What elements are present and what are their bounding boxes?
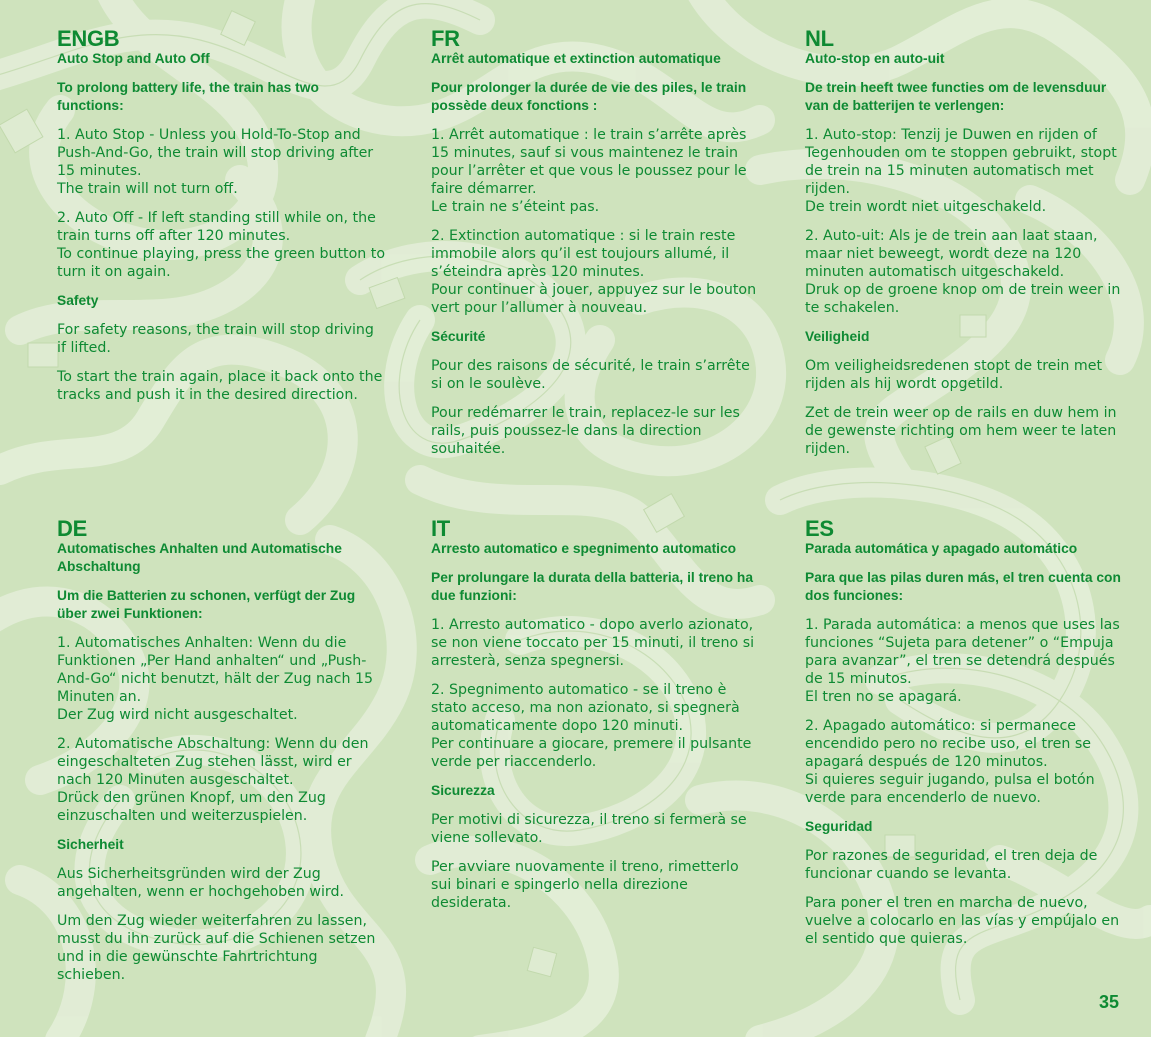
auto-stop-paragraph: 1. Auto Stop - Unless you Hold-To-Stop and Push-And-Go, the train will stop driving after 15 minutes. The train will not turn off. xyxy=(57,127,374,197)
section-fr xyxy=(431,28,761,469)
safety-heading: Sécurité xyxy=(431,329,486,344)
safety-paragraph: Pour des raisons de sécurité, le train s’arrête si on le soulève. xyxy=(431,358,750,392)
safety-heading: Sicherheit xyxy=(57,837,124,852)
safety-paragraph: Per motivi di sicurezza, il treno si fermerà se viene sollevato. xyxy=(431,812,747,846)
language-code: NL xyxy=(805,26,834,51)
language-code: DE xyxy=(57,516,87,541)
auto-off-paragraph: 2. Apagado automático: si permanece encendido pero no recibe uso, el tren se apagará después de 120 minutos. Si quieres seguir jugando, pulsa el botón verde para encenderlo de nuevo. xyxy=(805,718,1095,806)
intro-text: To prolong battery life, the train has two functions: xyxy=(57,80,319,113)
language-code: FR xyxy=(431,26,460,51)
intro-text: Um die Batterien zu schonen, verfügt der Zug über zwei Funktionen: xyxy=(57,588,356,621)
section-title: Auto Stop and Auto Off xyxy=(57,51,210,66)
auto-off-paragraph: 2. Spegnimento automatico - se il treno è stato acceso, ma non azionato, si spegnerà automaticamente dopo 120 minuti. Per continuare a giocare, premere il pulsante verde per riaccenderlo. xyxy=(431,682,752,770)
section-engb xyxy=(57,28,387,415)
intro-text: Para que las pilas duren más, el tren cuenta con dos funciones: xyxy=(805,570,1121,603)
section-title: Auto-stop en auto-uit xyxy=(805,51,945,66)
section-title: Arresto automatico e spegnimento automatico xyxy=(431,541,737,556)
auto-stop-paragraph: 1. Auto-stop: Tenzij je Duwen en rijden of Tegenhouden om te stoppen gebruikt, stopt de trein na 15 minuten automatisch met rijden. De trein wordt niet uitgeschakeld. xyxy=(805,127,1117,215)
language-code: ENGB xyxy=(57,26,120,51)
restart-paragraph: Per avviare nuovamente il treno, rimetterlo sui binari e spingerlo nella direzione desiderata. xyxy=(431,859,739,911)
language-code: ES xyxy=(805,516,834,541)
auto-off-paragraph: 2. Extinction automatique : si le train reste immobile alors qu’il est toujours allumé, il s’éteindra après 120 minutes. Pour continuer à jouer, appuyez sur le bouton vert pour l’allumer à nouveau. xyxy=(431,228,757,316)
auto-stop-paragraph: 1. Arrêt automatique : le train s’arrête après 15 minutes, sauf si vous maintenez le train pour l’arrêter et que vous le poussez pour le faire démarrer. Le train ne s’éteint pas. xyxy=(431,127,747,215)
restart-paragraph: Para poner el tren en marcha de nuevo, vuelve a colocarlo en las vías y empújalo en el sentido que quieras. xyxy=(805,895,1120,947)
page-number: 35 xyxy=(1099,992,1120,1012)
auto-stop-paragraph: 1. Automatisches Anhalten: Wenn du die Funktionen „Per Hand anhalten“ und „Push-And-Go“ nicht benutzt, hält der Zug nach 15 Minuten an. Der Zug wird nicht ausgeschaltet. xyxy=(57,635,373,723)
restart-paragraph: Pour redémarrer le train, replacez-le sur les rails, puis poussez-le dans la direction souhaitée. xyxy=(431,405,740,457)
auto-stop-paragraph: 1. Parada automática: a menos que uses las funciones “Sujeta para detener” o “Empuja para avanzar”, el tren se detendrá después de 15 minutos. El tren no se apagará. xyxy=(805,617,1120,705)
safety-heading: Safety xyxy=(57,293,99,308)
auto-off-paragraph: 2. Auto Off - If left standing still while on, the train turns off after 120 minutes. To continue playing, press the green button to turn it on again. xyxy=(57,210,386,280)
auto-stop-paragraph: 1. Arresto automatico - dopo averlo azionato, se non viene toccato per 15 minuti, il treno si arresterà, senza spegnersi. xyxy=(431,617,755,669)
auto-off-paragraph: 2. Automatische Abschaltung: Wenn du den eingeschalteten Zug stehen lässt, wird er nach 120 Minuten ausgeschaltet. Drück den grünen Knopf, um den Zug einzuschalten und weiterzuspielen. xyxy=(57,736,369,824)
restart-paragraph: Um den Zug wieder weiterfahren zu lassen, musst du ihn zurück auf die Schienen setzen und in die gewünschte Fahrtrichtung schieben. xyxy=(57,913,376,983)
safety-heading: Sicurezza xyxy=(431,783,495,798)
section-es xyxy=(805,518,1130,959)
section-it xyxy=(431,518,761,923)
intro-text: Per prolungare la durata della batteria, il treno ha due funzioni: xyxy=(431,570,754,603)
section-title: Parada automática y apagado automático xyxy=(805,541,1078,556)
safety-paragraph: Por razones de seguridad, el tren deja de funcionar cuando se levanta. xyxy=(805,848,1098,882)
safety-paragraph: Aus Sicherheitsgründen wird der Zug angehalten, wenn er hochgehoben wird. xyxy=(57,866,344,900)
safety-heading: Veiligheid xyxy=(805,329,870,344)
safety-paragraph: Om veiligheidsredenen stopt de trein met rijden als hij wordt opgetild. xyxy=(805,358,1103,392)
section-nl xyxy=(805,28,1130,469)
intro-text: Pour prolonger la durée de vie des piles, le train possède deux fonctions : xyxy=(431,80,747,113)
restart-paragraph: Zet de trein weer op de rails en duw hem in de gewenste richting om hem weer te laten rijden. xyxy=(805,405,1117,457)
language-code: IT xyxy=(431,516,450,541)
section-title: Arrêt automatique et extinction automatique xyxy=(431,51,721,66)
intro-text: De trein heeft twee functies om de levensduur van de batterijen te verlengen: xyxy=(805,80,1107,113)
safety-paragraph: For safety reasons, the train will stop driving if lifted. xyxy=(57,322,374,356)
section-de xyxy=(57,518,387,995)
section-title: Automatisches Anhalten und Automatische Abschaltung xyxy=(57,541,342,574)
restart-paragraph: To start the train again, place it back onto the tracks and push it in the desired direction. xyxy=(57,369,383,403)
auto-off-paragraph: 2. Auto-uit: Als je de trein aan laat staan, maar niet beweegt, wordt deze na 120 minuten automatisch uitgeschakeld. Druk op de groene knop om de trein weer in te schakelen. xyxy=(805,228,1121,316)
safety-heading: Seguridad xyxy=(805,819,873,834)
